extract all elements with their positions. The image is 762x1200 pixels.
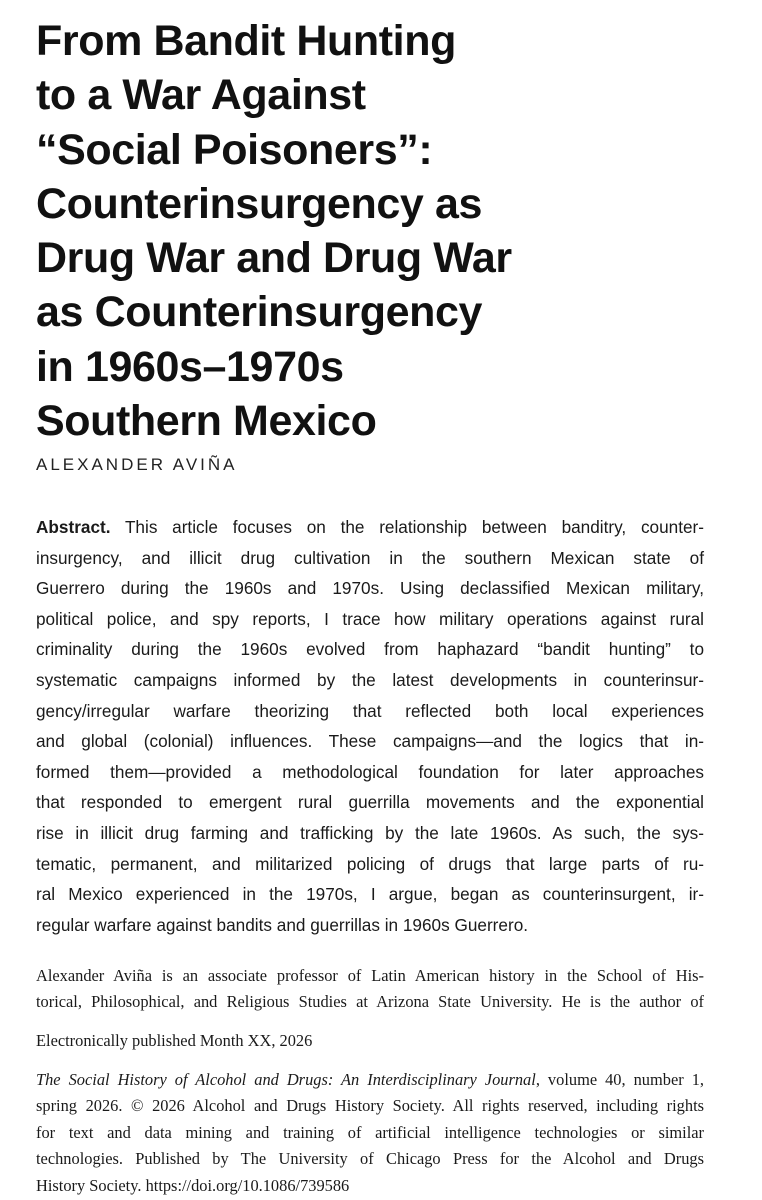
bio-line: Alexander Aviña is an associate professor of Latin American history in the School of His- (36, 966, 704, 985)
title-line: in 1960s–1970s (36, 342, 344, 391)
abstract-line: insurgency, and illicit drug cultivation in the southern Mexican state of (36, 547, 704, 568)
abstract-line: criminality during the 1960s evolved from haphazard “bandit hunting” to (36, 639, 704, 660)
abstract-line-text: This article focuses on the relationship between banditry, counter- (124, 517, 705, 537)
abstract-line: Guerrero during the 1960s and 1970s. Using declassified Mexican military, (36, 578, 704, 599)
citation-line: technologies. Published by The University of Chicago Press for the Alcohol and Drugs (36, 1149, 704, 1169)
title-line: to a War Against (36, 71, 366, 120)
citation-line (36, 1067, 704, 1093)
citation-line: spring 2026. © 2026 Alcohol and Drugs History Society. All rights reserved, including rights (36, 1096, 704, 1116)
journal-citation (36, 1067, 704, 1199)
abstract-line: and global (colonial) influences. These campaigns—and the logics that in- (36, 731, 704, 752)
title-line: Drug War and Drug War (36, 234, 512, 283)
article-title (36, 14, 676, 448)
title-line: Counterinsurgency as (36, 179, 482, 228)
title-line: From Bandit Hunting (36, 17, 456, 65)
bio-line: torical, Philosophical, and Religious Studies at Arizona State University. He is the author of (36, 992, 704, 1011)
author-bio (36, 963, 704, 1015)
citation-line: for text and data mining and training of artificial intelligence technologies or similar (36, 1122, 704, 1142)
electronic-publication-date: Electronically published Month XX, 2026 (36, 1031, 313, 1050)
abstract (36, 512, 704, 940)
title-line: “Social Poisoners”: (36, 125, 433, 174)
title-line: as Counterinsurgency (36, 288, 482, 337)
abstract-line (36, 512, 704, 543)
abstract-line: that responded to emergent rural guerrilla movements and the exponential (36, 792, 704, 813)
citation-volume: , volume 40, number 1, (535, 1070, 704, 1089)
abstract-label: Abstract. (36, 517, 111, 537)
abstract-line: political police, and spy reports, I trace how military operations against rural (36, 608, 704, 629)
abstract-line: systematic campaigns informed by the latest developments in counterinsur- (36, 669, 704, 690)
author-name: ALEXANDER AVIÑA (36, 455, 238, 474)
front-matter-notes (36, 963, 704, 1195)
title-line: Southern Mexico (36, 397, 377, 446)
abstract-line: ral Mexico experienced in the 1970s, I argue, began as counterinsurgent, ir- (36, 884, 704, 905)
abstract-line: formed them—provided a methodological foundation for later approaches (36, 761, 704, 782)
journal-name: The Social History of Alcohol and Drugs: An Interdisciplinary Journal (36, 1070, 536, 1089)
abstract-line: tematic, permanent, and militarized policing of drugs that large parts of ru- (36, 853, 704, 874)
abstract-line: rise in illicit drug farming and trafficking by the late 1960s. As such, the sys- (36, 822, 704, 843)
abstract-line: gency/irregular warfare theorizing that reflected both local experiences (36, 700, 704, 721)
citation-line: History Society. https://doi.org/10.1086/739586 (36, 1175, 350, 1195)
abstract-line: regular warfare against bandits and guerrillas in 1960s Guerrero. (36, 914, 529, 935)
